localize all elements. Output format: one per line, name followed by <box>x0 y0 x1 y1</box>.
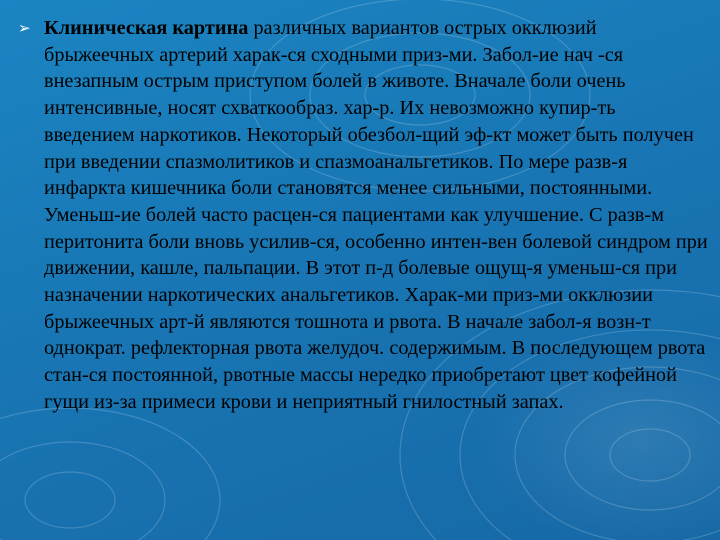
bullet-item <box>18 15 710 416</box>
paragraph-text: различных вариантов острых окклюзий брыжеечных артерий харак-ся сходными приз-ми. Забол-ие нач -ся внезапным острым приступом болей в животе. Вначале боли очень интенсивные, носят схваткообраз. хар-р. Их невозможно купир-ть введением наркотиков. Некоторый обезбол-щий эф-кт может быть получен при введении спазмолитиков и спазмоанальгетиков. По мере разв-я инфаркта кишечника боли становятся менее сильными, постоянными. Уменьш-ие болей часто расцен-ся пациентами как улучшение. С разв-м перитонита боли вновь усилив-ся, особенно интен-вен болевой синдром при движении, кашле, пальпации. В этот п-д болевые ощущ-я уменьш-ся при назначении наркотических анальгетиков. Харак-ми приз-ми окклюзии брыжеечных арт-й являются тошнота и рвота. В начале забол-я возн-т однократ. рефлекторная рвота желудоч. содержимым. В последующем рвота стан-ся постоянной, рвотные массы нередко приобретают цвет кофейной гущи из-за примеси крови и неприятный гнилостный запах. <box>44 17 708 413</box>
body-text <box>44 15 710 416</box>
heading-bold-text: Клиническая картина <box>44 17 249 39</box>
arrow-bullet-icon: ➢ <box>18 19 31 37</box>
